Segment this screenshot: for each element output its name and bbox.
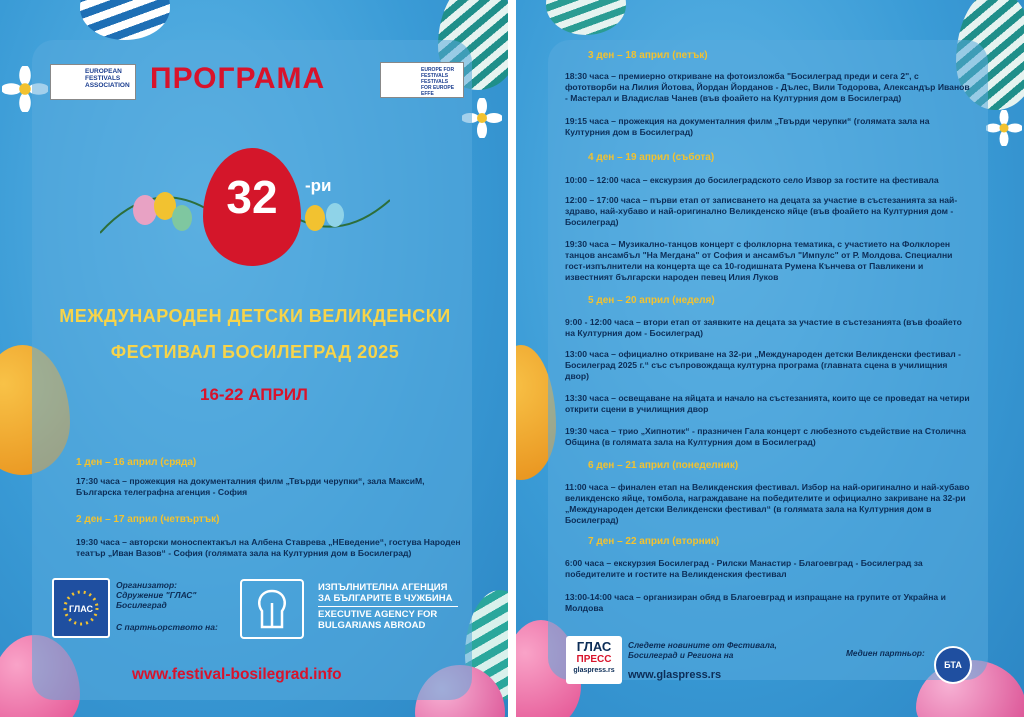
festival-dates: 16-22 АПРИЛ [200, 385, 308, 404]
day4-heading: 4 ден – 19 април (събота) [588, 152, 715, 163]
day6-event-1: 11:00 часа – финален етап на Великденския фестивал. Избор на най-оригинално и най-хубаво великденско яйце, томбола, награждаване на победителите и официално закриване на 32-ри „Международен детски Великденски фестивал“ (в голямата зала на Културния дом в Босилеград) [565, 482, 970, 525]
right-page [516, 0, 1024, 717]
festival-title-line2: ФЕСТИВАЛ БОСИЛЕГРАД 2025 [110, 342, 400, 362]
effa-logo: EUROPEAN FESTIVALS ASSOCIATION [50, 64, 136, 100]
egg-garland-right [300, 190, 390, 245]
day1-heading: 1 ден – 16 април (сряда) [76, 457, 197, 468]
day2-event: 19:30 часа – авторски моноспектакъл на Албена Ставрева „НЕведение“, гостува Народен театър „Иван Вазов“ - София (голямата зала на Културния дом в Босилеград) [76, 537, 461, 558]
glas-association-logo [52, 578, 110, 638]
day4-event-3: 19:30 часа – Музикално-танцов концерт с фолклорна тематика, с участието на Фолклорен танцов ансамбъл "На Мегдана" от София и ансамбъл "Импулс" от Р. Молдова. Специални гост-изпълнители на концерта ще са 10-годишната Румена Кънчева от Павликени и известният български народен певец Илия Луков [565, 239, 953, 282]
organizer-city: Босилеград [116, 600, 167, 610]
agency-logo-icon [240, 579, 304, 639]
day2-heading: 2 ден – 17 април (четвъртък) [76, 514, 220, 525]
glaspress-link[interactable]: www.glaspress.rs [628, 669, 722, 681]
agency-name: ИЗПЪЛНИТЕЛНА АГЕНЦИЯ ЗА БЪЛГАРИТЕ В ЧУЖБИНА EXECUTIVE AGENCY FOR BULGARIANS ABROAD [318, 582, 458, 631]
decor-egg-top-left [546, 0, 626, 35]
edition-number: 32 [226, 171, 278, 223]
festival-title-line1: МЕЖДУНАРОДЕН ДЕТСКИ ВЕЛИКДЕНСКИ [59, 306, 451, 326]
egg-garland-left [100, 178, 205, 248]
page-divider [508, 0, 516, 717]
day4-event-2: 12:00 – 17:00 часа – първи етап от записването на децата за участие в състезанията за най-здраво, най-хубаво и най-оригинално Великденско яйце (във фоайето на Културния дом - Босилеград) [565, 195, 958, 227]
edition-suffix: -ри [305, 176, 332, 195]
day1-event: 17:30 часа – прожекция на документалния филм „Твърди черупки“, зала МаксиМ, Българска телеграфна агенция - София [76, 476, 425, 497]
stars-icon [54, 580, 108, 636]
day6-heading: 6 ден – 21 април (понеделник) [588, 460, 739, 471]
daisy-icon [986, 110, 1022, 146]
day7-heading: 7 ден – 22 април (вторник) [588, 536, 720, 547]
day3-event-1: 18:30 часа – премиерно откриване на фотоизложба "Босилеград преди и сега 2", с фототворби на Лилия Йотова, Йордан Йорданов - Дълес, Вили Тодорова, Александър Иванов - Мастерал и Владислав Чанев (във фоайето на Културния дом в Босилеград) [565, 71, 970, 103]
day5-event-4: 19:30 часа – трио „Хипнотик“ - празничен Гала концерт с любезното съдействие на Столична Община (в голямата зала на Културния дом в Босилеград) [565, 426, 966, 447]
festival-website-link[interactable]: www.festival-bosilegrad.info [132, 666, 342, 683]
day4-event-1: 10:00 – 12:00 часа – екскурзия до босилеградското село Извор за гостите на фестивала [565, 175, 939, 185]
organizer-name: Сдружение "ГЛАС" [116, 590, 197, 600]
organizer-label: Организатор: [116, 580, 178, 590]
glaspress-logo: ГЛАС ПРЕСС glaspress.rs [566, 636, 622, 684]
day5-event-2: 13:00 часа – официално откриване на 32-ри „Международен детски Великденски фестивал - Босилеград 2025 г.“ със съпровождаща културна програма (главната сцена в училищния двор) [565, 349, 962, 381]
day7-event-1: 6:00 часа – екскурзия Босилеград - Рилски Манастир - Благоевград - Босилеград за победителите и гостите на Великденския фестивал [565, 558, 923, 579]
day5-heading: 5 ден – 20 април (неделя) [588, 295, 715, 306]
day3-heading: 3 ден – 18 април (петък) [588, 50, 708, 61]
bta-logo: БТА [934, 646, 972, 684]
effe-logo: EUROPE FOR FESTIVALS FESTIVALS FOR EUROPE EFFE [380, 62, 464, 98]
day5-event-3: 13:30 часа – освещаване на яйцата и начало на състезанията, които ще се проведат на четири открити сцени в училищния двор [565, 393, 970, 414]
svg-text:ГЛАС: ГЛАС [69, 604, 93, 614]
partnership-label: С партньорството на: [116, 622, 218, 632]
day7-event-2: 13:00-14:00 часа – организиран обяд в Благоевград и изпращане на групите от Украйна и Молдова [565, 592, 946, 613]
decor-egg-top-left [80, 0, 170, 40]
left-page [0, 0, 508, 717]
day5-event-1: 9:00 - 12:00 часа – втори етап от заявките на децата за участие в състезанията (във фоайето на Културния дом - Босилеград) [565, 317, 962, 338]
media-partner-label: Медиен партньор: [846, 648, 925, 658]
day3-event-2: 19:15 часа – прожекция на документалния филм „Твърди черупки“ (голямата зала на Културния дом в Босилеград) [565, 116, 930, 137]
follow-news-text: Следете новините от Фестивала, Босилеград и Региона на [628, 640, 777, 660]
page-title: ПРОГРАМА [150, 62, 326, 95]
